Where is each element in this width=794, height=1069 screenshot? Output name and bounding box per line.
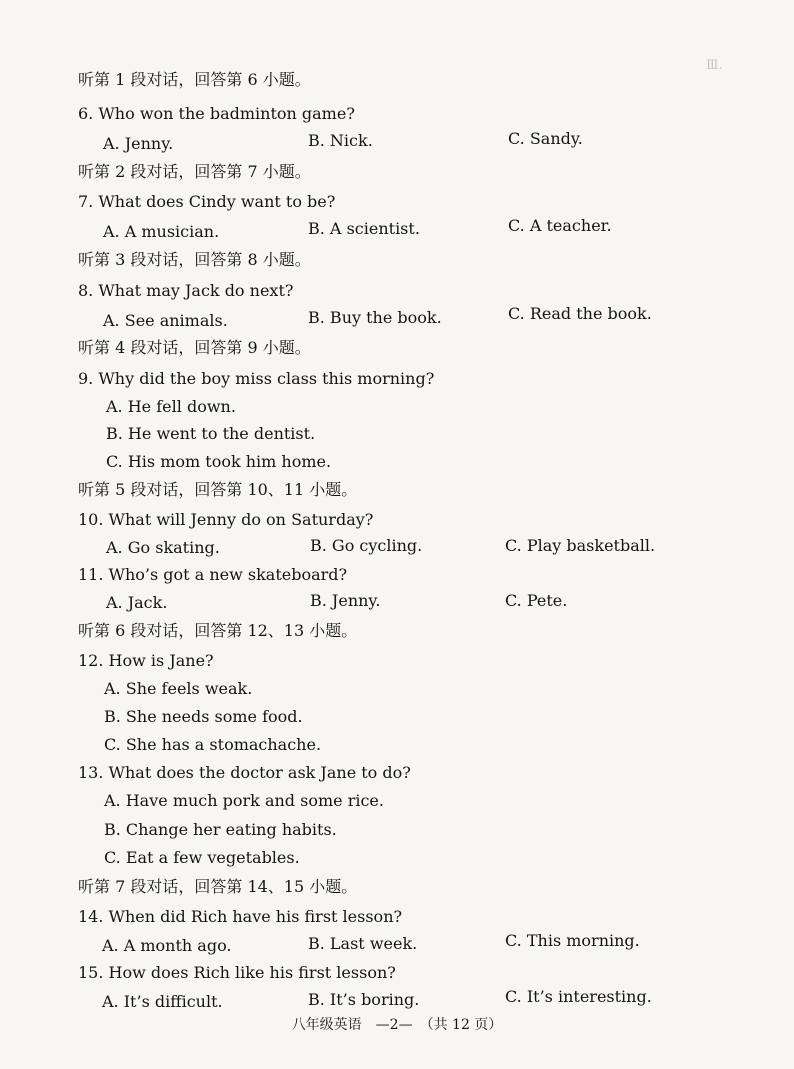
question-stem: 6. Who won the badminton game? <box>78 104 355 123</box>
option-c: C. Play basketball. <box>505 536 656 555</box>
option-c: C. A teacher. <box>508 216 612 235</box>
option-b: B. Change her eating habits. <box>104 820 337 839</box>
option-a: A. Jack. <box>106 593 168 612</box>
section-heading: 听第 7 段对话，回答第 14、15 小题。 <box>78 877 358 896</box>
option-a: A. A month ago. <box>102 936 232 955</box>
question-stem: 12. How is Jane? <box>78 651 214 670</box>
option-b: B. He went to the dentist. <box>106 424 316 443</box>
option-c: C. Read the book. <box>508 304 652 323</box>
option-a: A. Have much pork and some rice. <box>104 791 384 810</box>
option-b: B. It’s boring. <box>308 990 420 1009</box>
section-heading: 听第 6 段对话，回答第 12、13 小题。 <box>78 621 358 640</box>
question-stem: 9. Why did the boy miss class this morning? <box>78 369 435 388</box>
option-c: C. It’s interesting. <box>505 987 652 1006</box>
option-b: B. A scientist. <box>308 219 420 238</box>
option-b: B. Last week. <box>308 934 418 953</box>
section-heading: 听第 4 段对话，回答第 9 小题。 <box>78 338 311 357</box>
option-b: B. Buy the book. <box>308 308 442 327</box>
option-a: A. A musician. <box>103 222 220 241</box>
option-c: C. Pete. <box>505 591 568 610</box>
option-b: B. Go cycling. <box>310 536 423 555</box>
section-heading: 听第 2 段对话，回答第 7 小题。 <box>78 162 311 181</box>
option-a: A. He fell down. <box>106 397 236 416</box>
option-a: A. Jenny. <box>103 134 174 153</box>
option-a: A. It’s difficult. <box>102 992 223 1011</box>
option-c: C. Eat a few vegetables. <box>104 848 300 867</box>
option-b: B. She needs some food. <box>104 707 303 726</box>
question-stem: 14. When did Rich have his first lesson? <box>78 907 403 926</box>
option-c: C. His mom took him home. <box>106 452 332 471</box>
question-stem: 13. What does the doctor ask Jane to do? <box>78 763 411 782</box>
option-a: A. Go skating. <box>106 538 220 557</box>
question-stem: 8. What may Jack do next? <box>78 281 294 300</box>
option-c: C. Sandy. <box>508 129 583 148</box>
question-stem: 10. What will Jenny do on Saturday? <box>78 510 374 529</box>
option-a: A. She feels weak. <box>104 679 253 698</box>
option-c: C. She has a stomachache. <box>104 735 322 754</box>
option-c: C. This morning. <box>505 931 640 950</box>
section-heading: 听第 3 段对话，回答第 8 小题。 <box>78 250 311 269</box>
question-stem: 11. Who’s got a new skateboard? <box>78 565 348 584</box>
page-footer: 八年级英语 —2— （共 12 页） <box>291 1017 503 1033</box>
option-a: A. See animals. <box>103 311 228 330</box>
option-b: B. Nick. <box>308 131 373 150</box>
question-stem: 7. What does Cindy want to be? <box>78 192 336 211</box>
question-stem: 15. How does Rich like his first lesson? <box>78 963 396 982</box>
option-b: B. Jenny. <box>310 591 381 610</box>
section-heading: 听第 5 段对话，回答第 10、11 小题。 <box>78 480 358 499</box>
section-heading: 听第 1 段对话，回答第 6 小题。 <box>78 70 311 89</box>
bleed-through-mark: Ⅲ. <box>706 58 723 73</box>
